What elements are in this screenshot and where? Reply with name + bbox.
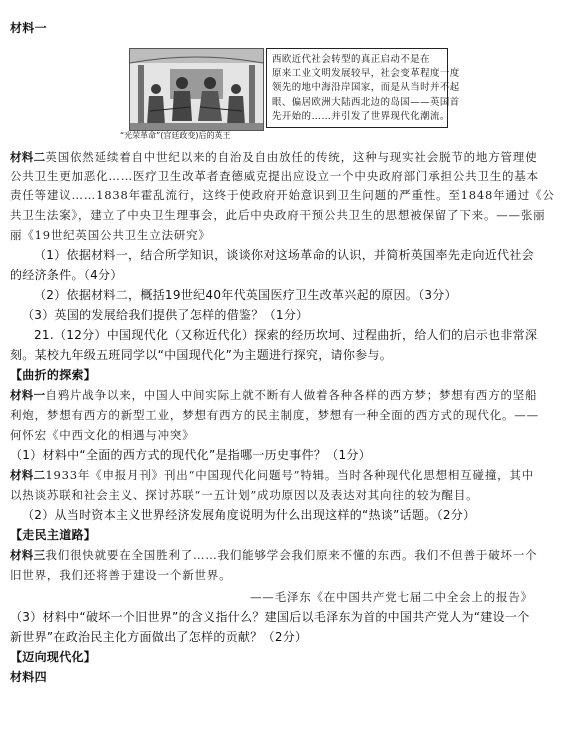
- question-21-intro-cont: 刻。某校九年级五班同学以“中国现代化”为主题进行探究，请你参与。: [10, 348, 393, 362]
- s1-material-1-line: 材料一自鸦片战争以来，中国人中间实际上就不断有人做着各种各样的西方梦；梦想有西方的坚船: [10, 388, 538, 402]
- image-caption: “光荣革命”(宫廷政变)后的英王: [120, 131, 231, 140]
- quote-line: 眼、偏居欧洲大陆西北边的岛国——英国首: [272, 96, 460, 108]
- s2-material-3-line: 旧世界，我们还将善于建设一个新世界。: [10, 568, 232, 582]
- s1-material-2-line: 材料二1933年《申报月刊》刊出“中国现代化问题号”特辑。当时各种现代化思想相互碰撞，其中: [10, 468, 535, 482]
- section-title-modernization: 【迈向现代化】: [10, 650, 97, 664]
- quote-line: 原来工业文明发展较早，社会变革程度一度: [272, 68, 460, 80]
- question-1: （1）依据材料一，结合所学知识，谈谈你对这场革命的认识，并简析英国率先走向近代社会: [34, 248, 534, 262]
- s1-question-1: （1）材料中“全面的西方式的现代化”是指哪一历史事件？（1分）: [10, 448, 372, 462]
- material-2-line: 丽《19世纪英国公共卫生立法研究》: [10, 228, 211, 242]
- question-21-intro: 21.（12分）中国现代化（又称近代化）探索的经历坎坷、过程曲折，给人们的启示也非常深: [34, 328, 538, 342]
- section-title-exploration: 【曲折的探索】: [10, 368, 97, 382]
- material-2-line: 公共卫生更加恶化……医疗卫生改革者査德威克提出应设立一个中央政府部门承担公共卫生的基本: [10, 169, 539, 183]
- quote-line: 领先的地中海沿岸国家，而是从当时并不起: [272, 82, 460, 94]
- quote-line: 先开始的……并引发了世界现代化潮流。: [272, 110, 450, 122]
- s1-material-2-line: 以热谈苏联和社会主义、探讨苏联“一五计划”成功原因以及表达对其向往的较为醒目。: [10, 488, 479, 502]
- king-engraving-image: [129, 48, 264, 131]
- question-3: （3）英国的发展给我们提供了怎样的借鉴？（1分）: [22, 308, 309, 322]
- material-1-quote-box: [266, 48, 460, 128]
- section-title-democracy: 【走民主道路】: [10, 528, 97, 542]
- question-2: （2）依据材料二，概括19世纪40年代英国医疗卫生改革兴起的原因。（3分）: [34, 288, 457, 302]
- material-2-line: 材料二英国依然延续着自中世纪以来的自治及自由放任的传统，这种与现实社会脱节的地方管理使: [10, 150, 538, 164]
- s1-material-1-line: 利炮，梦想有西方的新型工业，梦想有西方的民主制度，梦想有一种全面的西方式的现代化。——: [10, 408, 539, 422]
- material-4-heading: 材料四: [10, 670, 47, 684]
- question-1-cont: 的经济条件。（4分）: [10, 268, 123, 282]
- s2-question-3-cont: 新世界”在政治民主化方面做出了怎样的贡献？（2分）: [10, 630, 308, 644]
- material-1-heading: 材料一: [10, 21, 47, 35]
- king-engraving-illustration: [130, 49, 263, 130]
- s2-material-3-source: ——毛泽东《在中国共产党七届二中全会上的报告》: [250, 590, 533, 604]
- s2-material-3-line: 材料三我们很快就要在全国胜利了……我们能够学会我们原来不懂的东西。我们不但善于破坏一个: [10, 548, 538, 562]
- quote-line: 西欧近代社会转型的真正启动不是在: [272, 54, 431, 65]
- s1-material-1-source: 何怀宏《中西文化的相遇与冲突》: [10, 428, 195, 442]
- material-2-line: 共卫生法案》，建立了中央卫生理事会，此后中央政府干预公共卫生的思想被保留了下来。——张丽: [10, 208, 546, 222]
- s2-question-3: （3）材料中“破坏一个旧世界”的含义指什么？建国后以毛泽东为首的中国共产党人为“建设一个: [10, 610, 530, 624]
- material-2-line: 责任等建议……1838年霍乱流行，这终于使政府开始意识到卫生问题的严重性。至1848年通过《公: [10, 188, 555, 202]
- s1-question-2: （2）从当时资本主义世界经济发展角度说明为什么出现这样的“热谈”话题。（2分）: [22, 508, 476, 522]
